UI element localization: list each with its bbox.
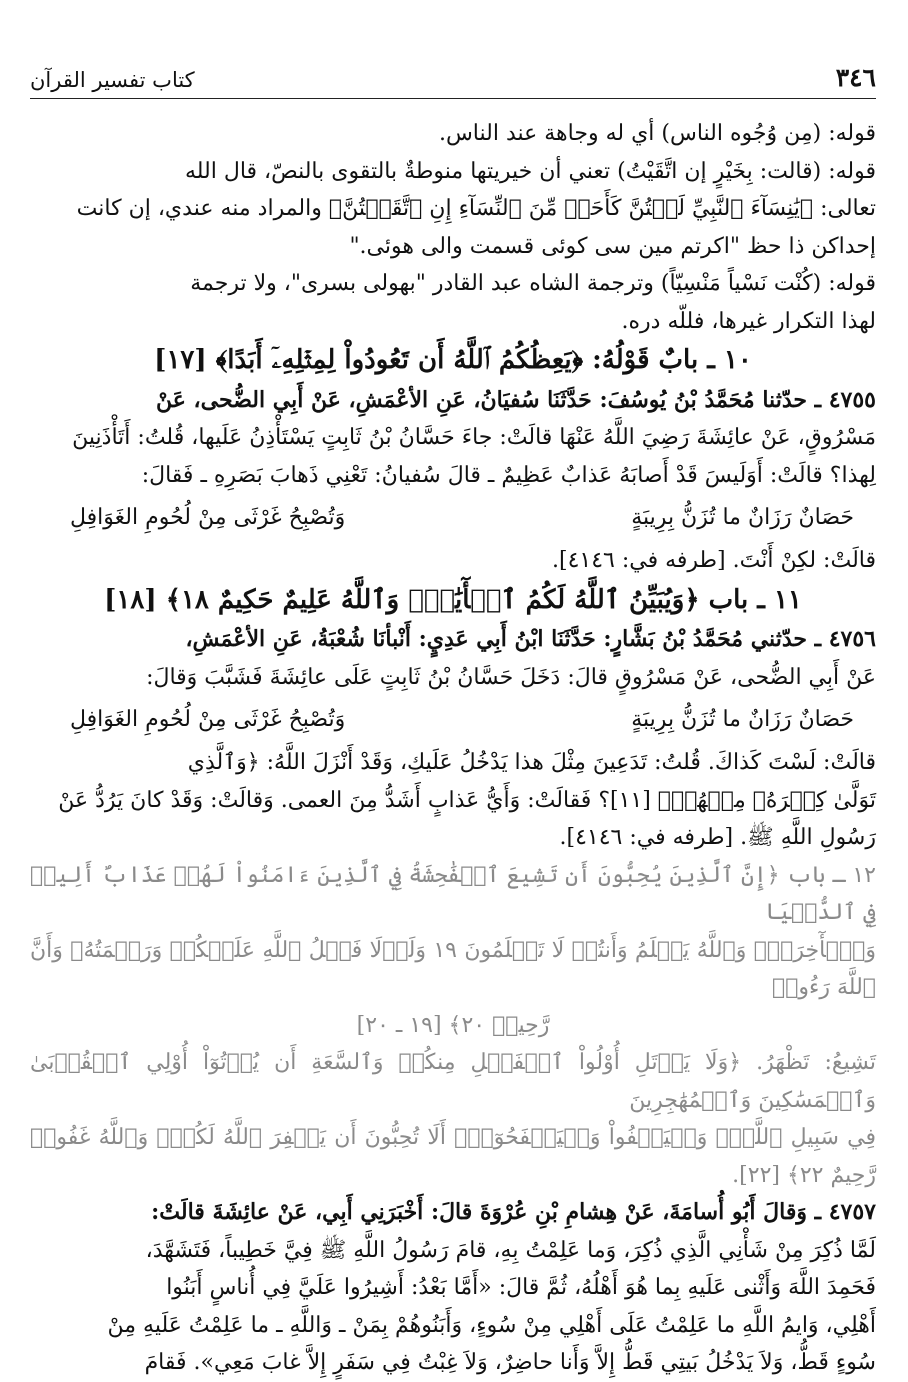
poem-verse bbox=[30, 696, 876, 744]
page-number: ٣٤٦ bbox=[835, 63, 876, 92]
poem-hemistich-right: حَصَانٌ رَزَانٌ ما تُزَنُّ بِرِيبَةٍ bbox=[631, 505, 854, 530]
hadith-4757-line: ٤٧٥٧ ـ وَقالَ أَبُو أُسامَةَ، عَنْ هِشامِ بْنِ عُرْوَةَ قالَ: أَخْبَرَنِي أَبِي، عَنْ عائِشَةَ قالَتْ: bbox=[151, 1199, 876, 1225]
chapter-heading-12: ١٢ ـ باب ﴿إِنَّ ٱلَّذِينَ يُحِبُّونَ أَن تَشِيعَ ٱلۡفَٰحِشَةُ فِي ٱلَّذِينَ ءَامَنُواْ لَهُمۡ عَذَابٌ أَلِيمٞ فِي ٱلدُّنۡيَا bbox=[30, 862, 876, 925]
text-line: وَٱلۡأٓخِرَةِۚ وَٱللَّهُ يَعۡلَمُ وَأَنتُمۡ لَا تَعۡلَمُونَ ١٩ وَلَوۡلَا فَضۡلُ ٱللَّهِ عَلَيۡكُمۡ وَرَحۡمَتُهُۥ وَأَنَّ ٱللَّهَ رَءُوفٞ bbox=[30, 937, 877, 1000]
text-line: تعالى: ﴿يَٰنِسَآءَ ٱلنَّبِيِّ لَسۡتُنَّ كَأَحَدٖ مِّنَ ٱلنِّسَآءِ إِنِ ٱتَّقَيۡتُنَّ﴾ والمراد منه عندي، إن كانت bbox=[76, 196, 876, 221]
page-header bbox=[30, 52, 876, 99]
text-line: لِهذا؟ قالَتْ: أَوَلَيسَ قَدْ أَصابَهُ عَذابٌ عَظِيمٌ ـ قالَ سُفيانُ: تَعْنِي ذَهابَ بَصَرِهِ ـ فَقالَ: bbox=[141, 462, 876, 488]
poem-hemistich-right: حَصَانٌ رَزَانٌ ما تُزَنُّ بِرِيبَةٍ bbox=[631, 707, 854, 732]
chapter-heading-11: ١١ ـ باب ﴿وَيُبَيِّنُ ٱللَّهُ لَكُمُ ٱلۡأٓيَٰتِۚ وَٱللَّهُ عَلِيمٌ حَكِيمٌ ١٨﴾ [١٨] bbox=[104, 584, 802, 615]
hadith-4755-line: ٤٧٥٥ ـ حدّثنا مُحَمَّدُ بْنُ يُوسُفَ: حَدَّثَنَا سُفيَانُ، عَنِ الأعْمَشِ، عَنْ أَبِي الضُّحى، عَنْ bbox=[156, 386, 876, 413]
text-line: رَسُولِ اللَّهِ ﷺ. [طرفه في: ٤١٤٦]. bbox=[559, 825, 876, 850]
page-body bbox=[30, 115, 876, 1382]
text-line: رَّحِيمٞ ٢٠﴾ [١٩ ـ ٢٠] bbox=[356, 1012, 550, 1038]
text-line: قالَتْ: لكِنْ أَنْتَ. [طرفه في: ٤١٤٦]. bbox=[552, 548, 876, 573]
text-line: تَوَلَّىٰ كِبۡرَهُۥ مِنۡهُمۡ﴾ [١١]؟ فَقالَتْ: وَأَيُّ عَذابٍ أَشَدُّ مِنَ العمى. وَقالَتْ: وَقَدْ كانَ يَرُدُّ عَنْ bbox=[58, 787, 876, 813]
poem-verse bbox=[30, 494, 876, 542]
text-line: سُوءٍ قَطُّ، وَلاَ يَدْخُلُ بَيتِي قَطُّ إِلاَّ وَأَنا حاضِرٌ، وَلاَ غِبْتُ فِي سَفَرٍ إِلاَّ غابَ مَعِي». فَقامَ bbox=[144, 1350, 876, 1375]
text-line: مَسْرُوقٍ، عَنْ عائِشَةَ رَضِيَ اللَّهُ عَنْهَا قالَتْ: جاءَ حَسَّانُ بْنُ ثَابِتٍ يَسْتَأْذِنُ عَلَيها، قُلتُ: أَتَأْذَنِينَ bbox=[72, 425, 876, 450]
text-line: تَشِيعُ: تَظْهَرُ. ﴿وَلَا يَأۡتَلِ أُوْلُواْ ٱلۡفَضۡلِ مِنكُمۡ وَٱلسَّعَةِ أَن يُؤۡتُوٓاْ أُوْلِي ٱلۡقُرۡبَىٰ وَٱلۡمَسَٰكِينَ وَٱلۡمُهَٰجِرِينَ bbox=[30, 1050, 876, 1113]
text-line: لهذا التكرار غيرها، فللّه دره. bbox=[621, 308, 876, 334]
poem-hemistich-left: وَتُصْبِحُ غَرْثَى مِنْ لُحُومِ الغَوَافِلِ bbox=[70, 505, 346, 530]
text-line: عَنْ أَبِي الضُّحى، عَنْ مَسْرُوقٍ قالَ: دَخَلَ حَسَّانُ بْنُ ثَابِتٍ عَلَى عائِشَةَ فَشَبَّبَ وَقالَ: bbox=[146, 664, 876, 690]
poem-hemistich-left: وَتُصْبِحُ غَرْثَى مِنْ لُحُومِ الغَوَافِلِ bbox=[70, 707, 346, 732]
chapter-heading-10: ١٠ ـ بابٌ قَوْلُهُ: ﴿يَعِظُكُمُ ٱللَّهُ أَن تَعُودُواْ لِمِثۡلِهِۦٓ أَبَدًا﴾ [١٧] bbox=[154, 345, 752, 375]
text-line: قالَتْ: لَسْتَ كَذاكَ. قُلتُ: تَدَعِينَ مِثْلَ هذا يَدْخُلُ عَلَيكِ، وَقَدْ أَنْزَلَ اللَّهُ: ﴿وَٱلَّذِي bbox=[187, 750, 876, 775]
text-line: أَهْلِي، وَايمُ اللَّهِ ما عَلِمْتُ عَلَى أَهْلِي مِنْ سُوءٍ، وَأَبَنُوهُمْ بِمَنْ ـ وَاللَّهِ ـ ما عَلِمْتُ عَلَيهِ مِنْ bbox=[107, 1312, 876, 1338]
hadith-4756-line: ٤٧٥٦ ـ حدّثني مُحَمَّدُ بْنُ بَشَّارٍ: حَدَّثَنَا ابْنُ أَبِي عَدِيٍ: أَنْبأنَا شُعْبَةُ، عَنِ الأعْمَشِ، bbox=[185, 626, 876, 652]
text-line: فِي سَبِيلِ ٱللَّهِۖ وَلۡيَعۡفُواْ وَلۡيَصۡفَحُوٓاْۗ أَلَا تُحِبُّونَ أَن يَغۡفِرَ ٱللَّهُ لَكُمۡۚ وَٱللَّهُ غَفُورٞ رَّحِيمٌ ٢٢﴾ [٢٢]. bbox=[30, 1125, 876, 1188]
text-line: قوله: (قالت: بِخَيْرٍ إن اتَّقَيْتُ) تعني أن خيريتها منوطةٌ بالتقوى بالنصّ، قال الله bbox=[184, 158, 876, 184]
text-line: لَمَّا ذُكِرَ مِنْ شَأْنِي الَّذِي ذُكِرَ، وَما عَلِمْتُ بِهِ، قامَ رَسُولُ اللَّهِ ﷺ فِيَّ خَطِيباً، فَتَشَهَّدَ، bbox=[145, 1237, 876, 1263]
book-title: كتاب تفسير القرآن bbox=[30, 68, 195, 92]
text-line: فَحَمِدَ اللَّهَ وَأَثْنى عَلَيهِ بِما هُوَ أَهْلُهُ، ثُمَّ قالَ: «أَمَّا بَعْدُ: أَشِيرُوا عَلَيَّ فِي أُناسٍ أَبَنُوا bbox=[166, 1275, 876, 1300]
text-line: إحداكن ذا حظ "اكرتم مين سى كوئى قسمت والى هوئى." bbox=[349, 233, 876, 259]
text-line: قوله: (مِن وُجُوه الناس) أي له وجاهة عند الناس. bbox=[438, 121, 876, 146]
text-line: قوله: (كُنْت نَسْياً مَنْسِيّاً) وترجمة الشاه عبد القادر "بهولى بسرى"، ولا ترجمة bbox=[190, 271, 876, 296]
